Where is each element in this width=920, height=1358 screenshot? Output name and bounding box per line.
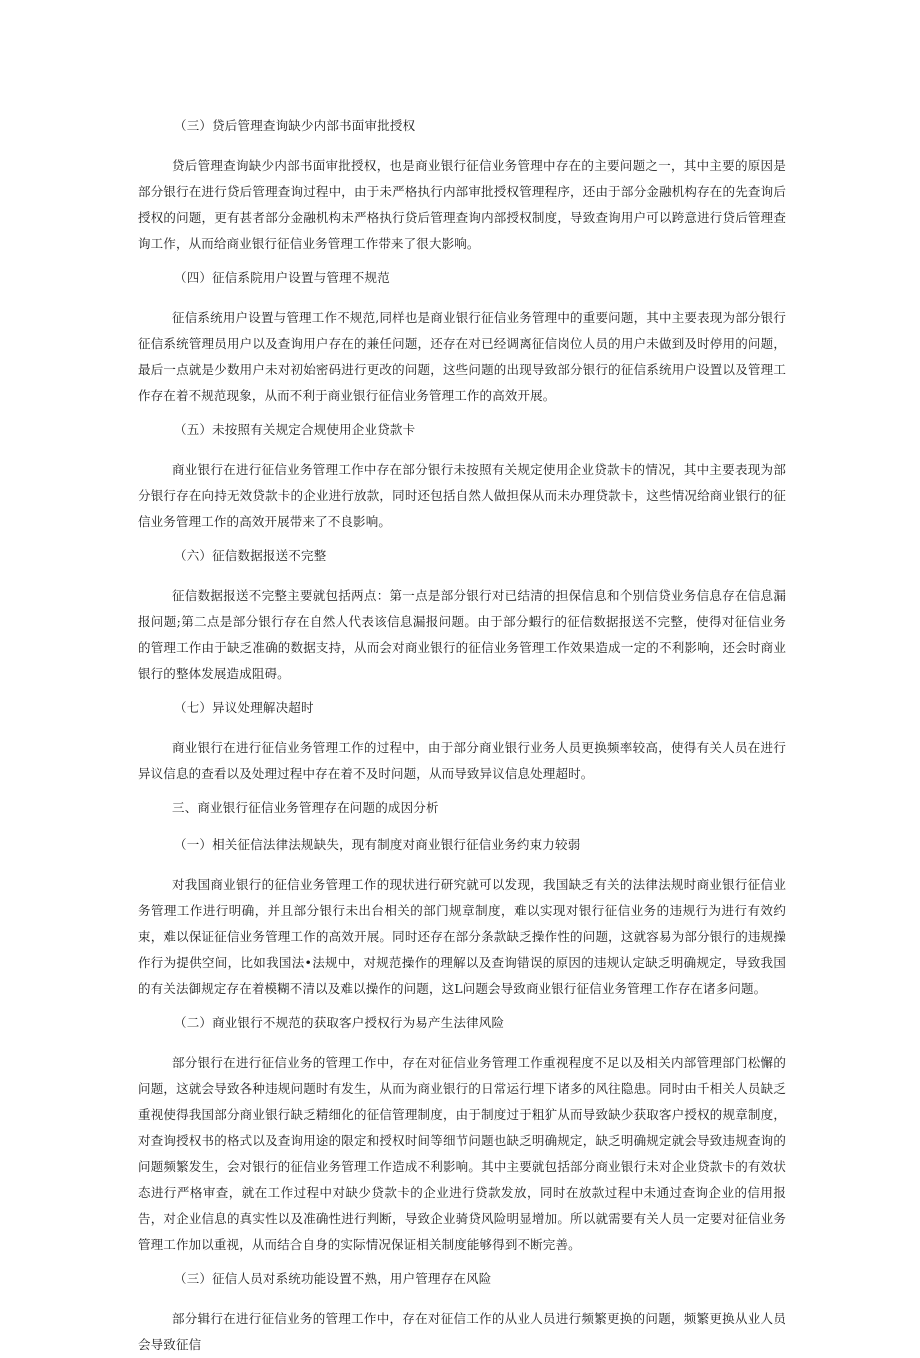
paragraph-user-settings: 征信系统用户设置与管理工作不规范,同样也是商业银行征信业务管理中的重要问题，其中主要表现为部分银行征信系统管理员用户以及查询用户存在的兼任问题，还存在对已经调离征信岗位人员的用户未做到及时停用的问题，最后一点就是少数用户未对初始密码进行更改的问题，这些问题的出现导致部分银行的征信系统用户设置以及管理工作存在着不规范现象，从而不利于商业银行征信业务管理工作的高效开展。	[138, 310, 786, 403]
paragraph-loan-card: 商业银行在进行征信业务管理工作中存在部分银行未按照有关规定使用企业贷款卡的情况，其中主要表现为部分银行存在向持无效贷款卡的企业进行放款，同时还包括自然人做担保从而未办理贷款卡，这些情况给商业银行的征信业务管理工作的高效开展带来了不良影响。	[138, 462, 786, 529]
section-heading-6: （六）征信数据报送不完整	[174, 548, 327, 563]
paragraph-data-reporting: 征信数据报送不完整主要就包括两点：第一点是部分银行对已结清的担保信息和个别信贷业务信息存在信息漏报问题;第二点是部分银行存在自然人代表该信息漏报问题。由于部分蝦行的征信数据报送不完整，使得对征信业务的管理工作由于缺乏准确的数据支持，从而会对商业银行的征信业务管理工作效果造成一定的不利影响，还会时商业银行的整体发展造成阻碍。	[138, 588, 786, 681]
section-heading-4: （四）征信系院用户设置与管理不规范	[174, 270, 390, 285]
cause-heading-2: （二）商业银行不规范的获取客户授权行为易产生法律风险	[174, 1015, 505, 1030]
cause-heading-1: （一）相关征信法律法规缺失，现有制度对商业银行征信业务约束力较弱	[174, 837, 581, 852]
paragraph-post-loan-query: 贷后管理查询缺少内部书面审批授权，也是商业银行征信业务管理中存在的主要问题之一，其中主要的原因是部分银行在进行贷后管理查询过程中，由于未严格执行内部审批授权管理程序，还由于部分金融机构存在的先查询后授权的问题，更有甚者部分金融机构未严格执行贷后管理查询内部授权制度，导致查询用户可以跨意进行贷后管理查询工作，从而给商业银行征信业务管理工作带来了很大影响。	[138, 158, 786, 251]
paragraph-staff-turnover: 部分辑行在进行征信业务的管理工作中，存在对征信工作的从业人员进行频繁更换的问题，频繁更换从业人员会导致征信	[138, 1311, 786, 1352]
section-heading-7: （七）异议处理解决超时	[174, 700, 314, 715]
section-heading-3: （三）贷后管理查询缺少内部书面审批授权	[174, 118, 416, 133]
paragraph-legal-gaps: 对我国商业银行的征信业务管理工作的现状进行研究就可以发现，我国缺乏有关的法律法规时商业银行征信业务管理工作进行明确，并且部分银行未出台相关的部门规章制度，难以实现对银行征信业务的违规行为进行有效约束，难以保证征信业务管理工作的高效开展。同时还存在部分条款缺乏操作性的问题，这就容易为部分银行的违规操作行为提供空间，比如我国法•法规中，对规范操作的理解以及查询错误的原因的违规认定缺乏明确规定，导致我国的有关法御规定存在着模糊不清以及难以操作的问题，这L问题会导致商业银行征信业务管理工作存在诸多问题。	[138, 877, 786, 996]
chapter-heading-3: 三、商业银行征信业务管理存在问题的成因分析	[172, 800, 439, 815]
section-heading-5: （五）未按照有关规定合规使用企业贷款卡	[174, 422, 416, 437]
paragraph-dispute-timeout: 商业银行在进行征信业务管理工作的过程中，由于部分商业银行业务人员更换频率较高，使得有关人员在进行异议信息的查看以及处理过程中存在着不及时问题，从而导致异议信息处理超时。	[138, 740, 786, 781]
cause-heading-3: （三）征信人员对系统功能设置不熟，用户管理存在风险	[174, 1271, 492, 1286]
paragraph-authorization-risk: 部分银行在进行征信业务的管理工作中，存在对征信业务管理工作重视程度不足以及相关内部管理部门松懈的问题，这就会导致各种违规问题时有发生，从而为商业银行的日常运行埋下诸多的风往隐患。同时由千相关人员缺乏重视使得我国部分商业银行缺乏精细化的征信管理制度，由于制度过于粗犷从而导致缺少获取客户授权的规章制度，对查询授权书的格式以及查询用途的限定和授权时间等细节问题也缺乏明确规定，缺乏明确规定就会导致违规查询的问题频繁发生，会对银行的征信业务管理工作造成不利影响。其中主要就包括部分商业银行未对企业贷款卡的有效状态进行严格审查，就在工作过程中对缺少贷款卡的企业进行贷款发放，同时在放款过程中未通过查询企业的信用报告，对企业信息的真实性以及准确性进行判断，导致企业骑贷风险明显增加。所以就需要有关人员一定要对征信业务管理工作加以重视，从而结合自身的实际情况保证相关制度能够得到不断完善。	[138, 1055, 786, 1252]
